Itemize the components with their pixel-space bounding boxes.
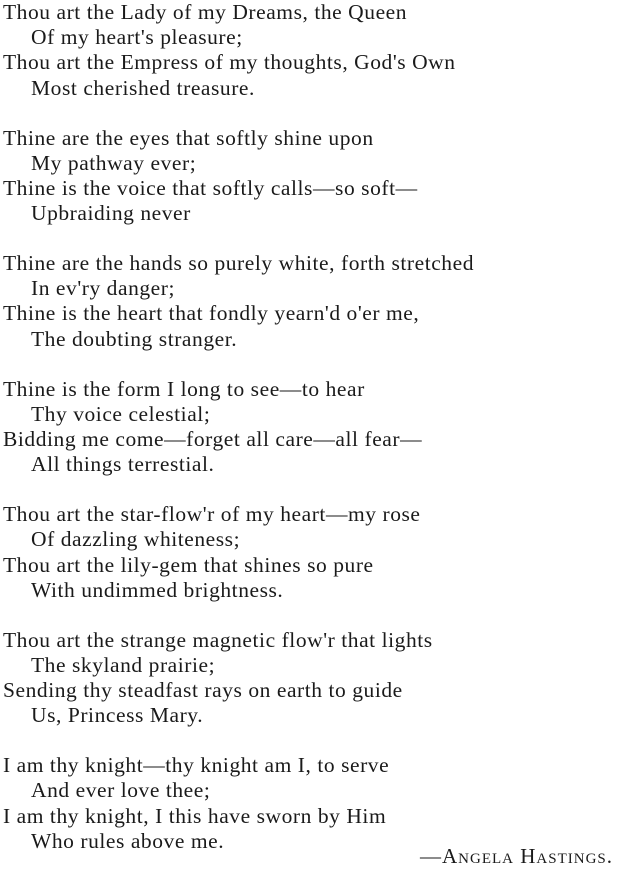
poem-line: Thine are the eyes that softly shine upon bbox=[3, 125, 374, 150]
stanza-4 bbox=[3, 377, 627, 478]
poem-line: Most cherished treasure. bbox=[31, 75, 255, 100]
stanza-3 bbox=[3, 251, 627, 352]
poem-line: Of dazzling whiteness; bbox=[31, 527, 241, 552]
stanza-2 bbox=[3, 126, 627, 227]
poem-line: Thine are the hands so purely white, forth stretched bbox=[3, 251, 474, 276]
stanza-6 bbox=[3, 628, 627, 729]
poem-line: Thine is the heart that fondly yearn'd o'er me, bbox=[3, 301, 420, 326]
poem-line: The doubting stranger. bbox=[31, 326, 238, 351]
author-signature: —Angela Hastings. bbox=[420, 844, 613, 868]
poem-line: Bidding me come—forget all care—all fear— bbox=[3, 427, 423, 452]
poem-line: Thine is the voice that softly calls—so soft— bbox=[3, 175, 418, 200]
poem-line: The skyland prairie; bbox=[31, 652, 216, 677]
poem-line: Of my heart's pleasure; bbox=[31, 25, 243, 50]
poem-line: Thou art the strange magnetic flow'r that lights bbox=[3, 627, 433, 652]
poem-line: Us, Princess Mary. bbox=[31, 703, 204, 728]
stanza-7 bbox=[3, 753, 627, 854]
poem-line: Upbraiding never bbox=[31, 201, 191, 226]
poem-line: In ev'ry danger; bbox=[31, 276, 176, 301]
stanza-5 bbox=[3, 502, 627, 603]
poem-line: All things terrestial. bbox=[31, 452, 215, 477]
poem-line: I am thy knight, I this have sworn by Him bbox=[3, 803, 387, 828]
poem-line: Thy voice celestial; bbox=[31, 401, 211, 426]
poem-line: Who rules above me. bbox=[31, 828, 225, 853]
poem-line: I am thy knight—thy knight am I, to serve bbox=[3, 753, 390, 778]
poem-line: Thine is the form I long to see—to hear bbox=[3, 376, 365, 401]
poem-line: Sending thy steadfast rays on earth to guide bbox=[3, 678, 403, 703]
stanza-1 bbox=[3, 0, 627, 101]
poem-line: Thou art the Empress of my thoughts, God's Own bbox=[3, 50, 456, 75]
poem-line: My pathway ever; bbox=[31, 150, 197, 175]
poem-line: Thou art the star-flow'r of my heart—my rose bbox=[3, 502, 421, 527]
poem-line: With undimmed brightness. bbox=[31, 577, 284, 602]
poem-line: And ever love thee; bbox=[31, 778, 211, 803]
poem-line: Thou art the lily-gem that shines so pure bbox=[3, 552, 374, 577]
poem bbox=[3, 0, 627, 854]
poem-line: Thou art the Lady of my Dreams, the Queen bbox=[3, 0, 408, 24]
